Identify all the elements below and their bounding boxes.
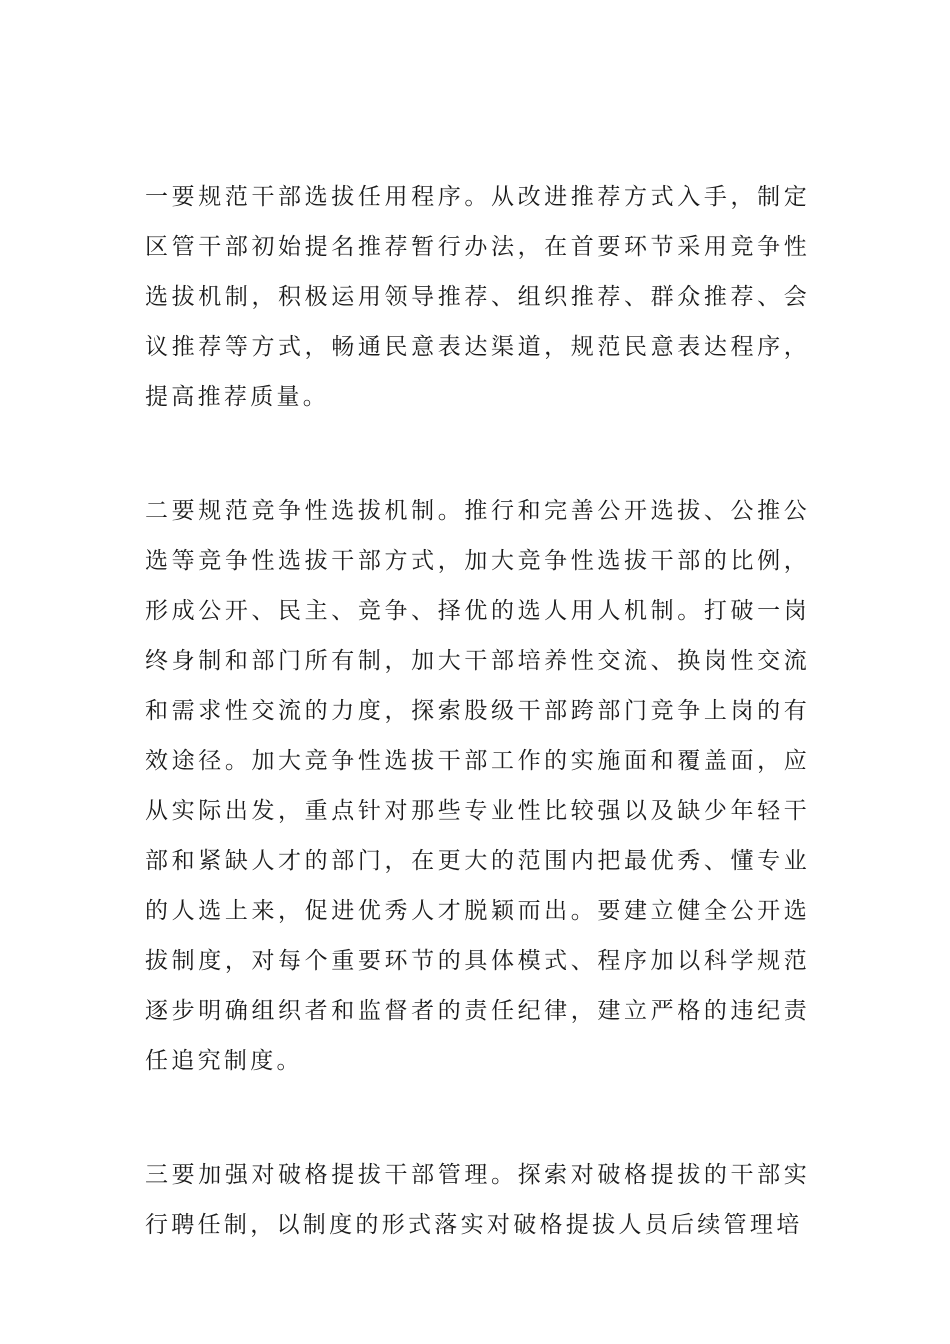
paragraph-3: 三要加强对破格提拔干部管理。探索对破格提拔的干部实行聘任制，以制度的形式落实对破格提拔人员后续管理培: [145, 1162, 810, 1238]
paragraph-2: 二要规范竞争性选拔机制。推行和完善公开选拔、公推公选等竞争性选拔干部方式，加大竞争性选拔干部的比例，形成公开、民主、竞争、择优的选人用人机制。打破一岗终身制和部门所有制，加大干部培养性交流、换岗性交流和需求性交流的力度，探索股级干部跨部门竞争上岗的有效途径。加大竞争性选拔干部工作的实施面和覆盖面，应从实际出发，重点针对那些专业性比较强以及缺少年轻干部和紧缺人才的部门，在更大的范围内把最优秀、懂专业的人选上来，促进优秀人才脱颖而出。要建立健全公开选拔制度，对每个重要环节的具体模式、程序加以科学规范逐步明确组织者和监督者的责任纪律，建立严格的违纪责任追究制度。: [145, 498, 810, 1074]
paragraph-1: 一要规范干部选拔任用程序。从改进推荐方式入手，制定区管干部初始提名推荐暂行办法，在首要环节采用竞争性选拔机制，积极运用领导推荐、组织推荐、群众推荐、会议推荐等方式，畅通民意表达渠道，规范民意表达程序，提高推荐质量。: [145, 184, 810, 410]
document-body: [145, 172, 810, 1250]
